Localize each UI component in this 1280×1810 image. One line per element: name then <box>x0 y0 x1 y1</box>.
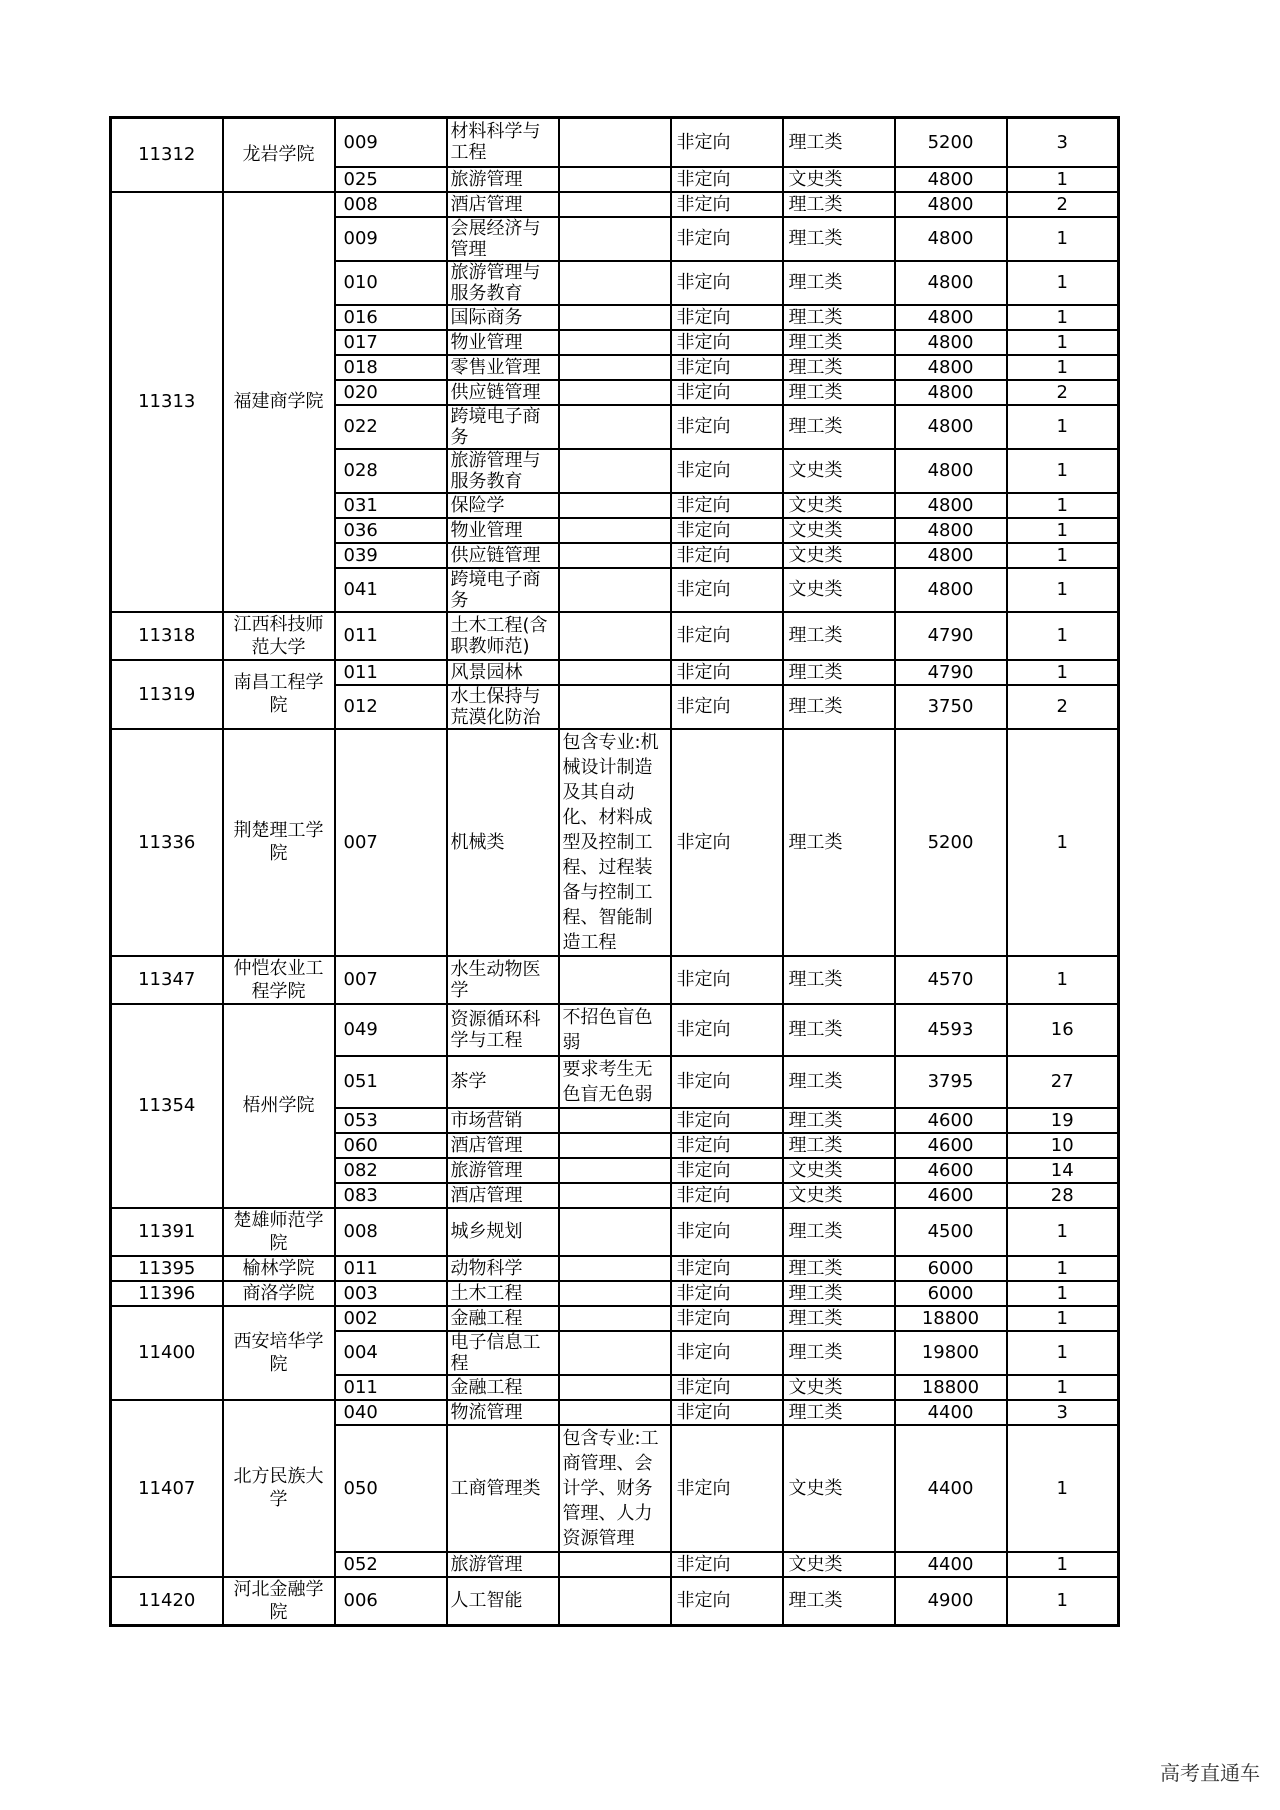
plan-count-cell: 10 <box>1007 1133 1119 1158</box>
major-name-cell: 资源循环科学与工程 <box>447 1004 559 1056</box>
fee-cell: 4800 <box>895 568 1007 612</box>
major-name-cell: 水土保持与荒漠化防治 <box>447 685 559 729</box>
category-cell: 文史类 <box>783 167 895 192</box>
fee-cell: 6000 <box>895 1256 1007 1281</box>
major-name-cell: 土木工程(含职教师范) <box>447 612 559 660</box>
major-code-cell: 031 <box>335 493 447 518</box>
major-name-cell: 旅游管理 <box>447 167 559 192</box>
table-row <box>111 1306 1119 1331</box>
major-name-cell: 金融工程 <box>447 1375 559 1400</box>
school-name-cell: 西安培华学院 <box>223 1306 335 1400</box>
note-cell <box>559 1256 671 1281</box>
major-code-cell: 036 <box>335 518 447 543</box>
enrollment-plan-table <box>109 116 1120 1627</box>
school-code-cell: 11395 <box>111 1256 223 1281</box>
plan-count-cell: 1 <box>1007 1281 1119 1306</box>
major-name-cell: 旅游管理 <box>447 1552 559 1577</box>
major-code-cell: 020 <box>335 380 447 405</box>
category-cell: 文史类 <box>783 518 895 543</box>
note-cell <box>559 217 671 261</box>
note-cell <box>559 1183 671 1208</box>
category-cell: 文史类 <box>783 449 895 493</box>
plan-count-cell: 3 <box>1007 118 1119 167</box>
direction-cell: 非定向 <box>671 493 783 518</box>
category-cell: 理工类 <box>783 1208 895 1256</box>
major-code-cell: 007 <box>335 956 447 1004</box>
plan-count-cell: 1 <box>1007 261 1119 305</box>
table-row <box>111 612 1119 660</box>
plan-count-cell: 28 <box>1007 1183 1119 1208</box>
fee-cell: 4800 <box>895 167 1007 192</box>
fee-cell: 4600 <box>895 1133 1007 1158</box>
major-code-cell: 053 <box>335 1108 447 1133</box>
note-cell <box>559 493 671 518</box>
fee-cell: 5200 <box>895 729 1007 956</box>
plan-count-cell: 19 <box>1007 1108 1119 1133</box>
school-name-cell: 楚雄师范学院 <box>223 1208 335 1256</box>
school-code-cell: 11313 <box>111 192 223 612</box>
fee-cell: 4400 <box>895 1400 1007 1425</box>
table-row <box>111 1577 1119 1626</box>
major-code-cell: 012 <box>335 685 447 729</box>
note-cell <box>559 1133 671 1158</box>
category-cell: 理工类 <box>783 660 895 685</box>
direction-cell: 非定向 <box>671 305 783 330</box>
school-code-cell: 11336 <box>111 729 223 956</box>
major-code-cell: 022 <box>335 405 447 449</box>
category-cell: 理工类 <box>783 192 895 217</box>
note-cell <box>559 1306 671 1331</box>
major-code-cell: 040 <box>335 1400 447 1425</box>
fee-cell: 4570 <box>895 956 1007 1004</box>
note-cell <box>559 355 671 380</box>
major-name-cell: 电子信息工程 <box>447 1331 559 1375</box>
note-cell <box>559 1281 671 1306</box>
category-cell: 理工类 <box>783 612 895 660</box>
major-name-cell: 物业管理 <box>447 518 559 543</box>
plan-count-cell: 1 <box>1007 956 1119 1004</box>
direction-cell: 非定向 <box>671 330 783 355</box>
major-code-cell: 028 <box>335 449 447 493</box>
plan-count-cell: 3 <box>1007 1400 1119 1425</box>
major-code-cell: 007 <box>335 729 447 956</box>
plan-count-cell: 1 <box>1007 1375 1119 1400</box>
fee-cell: 4800 <box>895 449 1007 493</box>
direction-cell: 非定向 <box>671 167 783 192</box>
plan-count-cell: 1 <box>1007 1552 1119 1577</box>
table-row <box>111 1400 1119 1425</box>
major-name-cell: 人工智能 <box>447 1577 559 1626</box>
note-cell <box>559 305 671 330</box>
direction-cell: 非定向 <box>671 612 783 660</box>
plan-count-cell: 1 <box>1007 1306 1119 1331</box>
table-row <box>111 729 1119 956</box>
plan-count-cell: 1 <box>1007 1256 1119 1281</box>
school-code-cell: 11318 <box>111 612 223 660</box>
category-cell: 理工类 <box>783 380 895 405</box>
plan-count-cell: 1 <box>1007 518 1119 543</box>
category-cell: 理工类 <box>783 330 895 355</box>
plan-count-cell: 1 <box>1007 217 1119 261</box>
note-cell <box>559 261 671 305</box>
category-cell: 理工类 <box>783 1577 895 1626</box>
category-cell: 理工类 <box>783 1331 895 1375</box>
direction-cell: 非定向 <box>671 1400 783 1425</box>
category-cell: 文史类 <box>783 568 895 612</box>
major-code-cell: 011 <box>335 612 447 660</box>
major-name-cell: 土木工程 <box>447 1281 559 1306</box>
fee-cell: 4800 <box>895 217 1007 261</box>
major-code-cell: 082 <box>335 1158 447 1183</box>
major-name-cell: 水生动物医学 <box>447 956 559 1004</box>
school-code-cell: 11319 <box>111 660 223 729</box>
major-name-cell: 保险学 <box>447 493 559 518</box>
school-name-cell: 龙岩学院 <box>223 118 335 192</box>
note-cell <box>559 192 671 217</box>
direction-cell: 非定向 <box>671 729 783 956</box>
plan-count-cell: 2 <box>1007 685 1119 729</box>
direction-cell: 非定向 <box>671 956 783 1004</box>
major-code-cell: 039 <box>335 543 447 568</box>
fee-cell: 4800 <box>895 192 1007 217</box>
plan-count-cell: 1 <box>1007 568 1119 612</box>
note-cell: 包含专业:工商管理、会计学、财务管理、人力资源管理 <box>559 1425 671 1552</box>
major-code-cell: 009 <box>335 217 447 261</box>
direction-cell: 非定向 <box>671 192 783 217</box>
fee-cell: 4800 <box>895 405 1007 449</box>
plan-count-cell: 1 <box>1007 355 1119 380</box>
major-code-cell: 003 <box>335 1281 447 1306</box>
note-cell <box>559 1552 671 1577</box>
major-code-cell: 016 <box>335 305 447 330</box>
school-name-cell: 榆林学院 <box>223 1256 335 1281</box>
plan-count-cell: 1 <box>1007 1208 1119 1256</box>
fee-cell: 4500 <box>895 1208 1007 1256</box>
major-code-cell: 006 <box>335 1577 447 1626</box>
plan-count-cell: 1 <box>1007 330 1119 355</box>
table-row <box>111 660 1119 685</box>
table-row <box>111 1208 1119 1256</box>
major-name-cell: 金融工程 <box>447 1306 559 1331</box>
major-name-cell: 跨境电子商务 <box>447 405 559 449</box>
category-cell: 理工类 <box>783 355 895 380</box>
school-name-cell: 江西科技师范大学 <box>223 612 335 660</box>
fee-cell: 4800 <box>895 380 1007 405</box>
major-code-cell: 008 <box>335 1208 447 1256</box>
table-row <box>111 956 1119 1004</box>
category-cell: 理工类 <box>783 305 895 330</box>
category-cell: 理工类 <box>783 1056 895 1108</box>
major-code-cell: 041 <box>335 568 447 612</box>
category-cell: 理工类 <box>783 217 895 261</box>
note-cell: 包含专业:机械设计制造及其自动化、材料成型及控制工程、过程装备与控制工程、智能制造工程 <box>559 729 671 956</box>
note-cell: 不招色盲色弱 <box>559 1004 671 1056</box>
note-cell <box>559 1400 671 1425</box>
table-row <box>111 1004 1119 1056</box>
school-code-cell: 11407 <box>111 1400 223 1577</box>
major-code-cell: 009 <box>335 118 447 167</box>
major-name-cell: 旅游管理 <box>447 1158 559 1183</box>
note-cell <box>559 568 671 612</box>
school-code-cell: 11354 <box>111 1004 223 1208</box>
category-cell: 文史类 <box>783 1552 895 1577</box>
direction-cell: 非定向 <box>671 1056 783 1108</box>
direction-cell: 非定向 <box>671 685 783 729</box>
direction-cell: 非定向 <box>671 660 783 685</box>
fee-cell: 4800 <box>895 355 1007 380</box>
major-name-cell: 酒店管理 <box>447 1183 559 1208</box>
note-cell <box>559 1577 671 1626</box>
direction-cell: 非定向 <box>671 405 783 449</box>
direction-cell: 非定向 <box>671 568 783 612</box>
fee-cell: 4400 <box>895 1425 1007 1552</box>
direction-cell: 非定向 <box>671 1133 783 1158</box>
category-cell: 文史类 <box>783 1375 895 1400</box>
school-name-cell: 商洛学院 <box>223 1281 335 1306</box>
direction-cell: 非定向 <box>671 1158 783 1183</box>
fee-cell: 18800 <box>895 1306 1007 1331</box>
plan-count-cell: 1 <box>1007 1331 1119 1375</box>
major-name-cell: 会展经济与管理 <box>447 217 559 261</box>
category-cell: 理工类 <box>783 118 895 167</box>
fee-cell: 4400 <box>895 1552 1007 1577</box>
watermark: 高考直通车 <box>1160 1761 1260 1785</box>
school-code-cell: 11391 <box>111 1208 223 1256</box>
direction-cell: 非定向 <box>671 1552 783 1577</box>
major-name-cell: 工商管理类 <box>447 1425 559 1552</box>
school-code-cell: 11312 <box>111 118 223 192</box>
major-name-cell: 市场营销 <box>447 1108 559 1133</box>
table-body <box>111 118 1119 1626</box>
major-name-cell: 机械类 <box>447 729 559 956</box>
major-name-cell: 旅游管理与服务教育 <box>447 261 559 305</box>
fee-cell: 18800 <box>895 1375 1007 1400</box>
plan-count-cell: 1 <box>1007 660 1119 685</box>
direction-cell: 非定向 <box>671 1256 783 1281</box>
fee-cell: 4900 <box>895 1577 1007 1626</box>
fee-cell: 4800 <box>895 330 1007 355</box>
major-name-cell: 物业管理 <box>447 330 559 355</box>
major-name-cell: 酒店管理 <box>447 1133 559 1158</box>
direction-cell: 非定向 <box>671 1425 783 1552</box>
category-cell: 理工类 <box>783 1133 895 1158</box>
school-code-cell: 11396 <box>111 1281 223 1306</box>
school-name-cell: 北方民族大学 <box>223 1400 335 1577</box>
fee-cell: 6000 <box>895 1281 1007 1306</box>
direction-cell: 非定向 <box>671 1208 783 1256</box>
direction-cell: 非定向 <box>671 543 783 568</box>
plan-count-cell: 1 <box>1007 305 1119 330</box>
fee-cell: 4600 <box>895 1108 1007 1133</box>
category-cell: 理工类 <box>783 729 895 956</box>
category-cell: 文史类 <box>783 543 895 568</box>
direction-cell: 非定向 <box>671 518 783 543</box>
category-cell: 理工类 <box>783 1256 895 1281</box>
note-cell <box>559 518 671 543</box>
major-name-cell: 旅游管理与服务教育 <box>447 449 559 493</box>
major-name-cell: 动物科学 <box>447 1256 559 1281</box>
category-cell: 文史类 <box>783 493 895 518</box>
direction-cell: 非定向 <box>671 1281 783 1306</box>
plan-count-cell: 1 <box>1007 612 1119 660</box>
major-code-cell: 050 <box>335 1425 447 1552</box>
direction-cell: 非定向 <box>671 1108 783 1133</box>
note-cell <box>559 380 671 405</box>
category-cell: 理工类 <box>783 956 895 1004</box>
plan-count-cell: 2 <box>1007 192 1119 217</box>
school-name-cell: 河北金融学院 <box>223 1577 335 1626</box>
fee-cell: 4790 <box>895 660 1007 685</box>
fee-cell: 3795 <box>895 1056 1007 1108</box>
fee-cell: 19800 <box>895 1331 1007 1375</box>
major-code-cell: 010 <box>335 261 447 305</box>
school-name-cell: 福建商学院 <box>223 192 335 612</box>
major-code-cell: 060 <box>335 1133 447 1158</box>
major-code-cell: 004 <box>335 1331 447 1375</box>
fee-cell: 4800 <box>895 543 1007 568</box>
plan-count-cell: 1 <box>1007 543 1119 568</box>
fee-cell: 3750 <box>895 685 1007 729</box>
fee-cell: 4790 <box>895 612 1007 660</box>
major-code-cell: 025 <box>335 167 447 192</box>
note-cell <box>559 330 671 355</box>
category-cell: 理工类 <box>783 1306 895 1331</box>
major-name-cell: 供应链管理 <box>447 543 559 568</box>
plan-count-cell: 1 <box>1007 493 1119 518</box>
direction-cell: 非定向 <box>671 118 783 167</box>
school-code-cell: 11400 <box>111 1306 223 1400</box>
plan-count-cell: 1 <box>1007 729 1119 956</box>
major-code-cell: 083 <box>335 1183 447 1208</box>
note-cell <box>559 449 671 493</box>
plan-count-cell: 1 <box>1007 449 1119 493</box>
note-cell <box>559 1108 671 1133</box>
school-name-cell: 仲恺农业工程学院 <box>223 956 335 1004</box>
fee-cell: 4600 <box>895 1158 1007 1183</box>
major-code-cell: 051 <box>335 1056 447 1108</box>
note-cell <box>559 685 671 729</box>
table-row <box>111 1281 1119 1306</box>
school-name-cell: 南昌工程学院 <box>223 660 335 729</box>
major-code-cell: 052 <box>335 1552 447 1577</box>
school-code-cell: 11420 <box>111 1577 223 1626</box>
major-name-cell: 茶学 <box>447 1056 559 1108</box>
major-code-cell: 018 <box>335 355 447 380</box>
plan-count-cell: 1 <box>1007 405 1119 449</box>
category-cell: 理工类 <box>783 261 895 305</box>
direction-cell: 非定向 <box>671 449 783 493</box>
fee-cell: 4600 <box>895 1183 1007 1208</box>
major-name-cell: 风景园林 <box>447 660 559 685</box>
category-cell: 文史类 <box>783 1158 895 1183</box>
major-name-cell: 酒店管理 <box>447 192 559 217</box>
fee-cell: 4800 <box>895 261 1007 305</box>
plan-count-cell: 14 <box>1007 1158 1119 1183</box>
major-name-cell: 零售业管理 <box>447 355 559 380</box>
note-cell <box>559 543 671 568</box>
note-cell <box>559 1208 671 1256</box>
category-cell: 理工类 <box>783 685 895 729</box>
school-code-cell: 11347 <box>111 956 223 1004</box>
fee-cell: 4800 <box>895 518 1007 543</box>
direction-cell: 非定向 <box>671 1577 783 1626</box>
direction-cell: 非定向 <box>671 1183 783 1208</box>
category-cell: 文史类 <box>783 1425 895 1552</box>
plan-count-cell: 1 <box>1007 1425 1119 1552</box>
major-code-cell: 008 <box>335 192 447 217</box>
note-cell: 要求考生无色盲无色弱 <box>559 1056 671 1108</box>
plan-count-cell: 27 <box>1007 1056 1119 1108</box>
category-cell: 理工类 <box>783 1108 895 1133</box>
major-code-cell: 011 <box>335 1256 447 1281</box>
fee-cell: 4800 <box>895 493 1007 518</box>
direction-cell: 非定向 <box>671 355 783 380</box>
major-name-cell: 供应链管理 <box>447 380 559 405</box>
note-cell <box>559 612 671 660</box>
table-row <box>111 192 1119 217</box>
plan-count-cell: 16 <box>1007 1004 1119 1056</box>
direction-cell: 非定向 <box>671 380 783 405</box>
note-cell <box>559 1158 671 1183</box>
major-code-cell: 011 <box>335 1375 447 1400</box>
fee-cell: 4593 <box>895 1004 1007 1056</box>
fee-cell: 5200 <box>895 118 1007 167</box>
category-cell: 理工类 <box>783 1004 895 1056</box>
major-code-cell: 002 <box>335 1306 447 1331</box>
major-name-cell: 跨境电子商务 <box>447 568 559 612</box>
direction-cell: 非定向 <box>671 1004 783 1056</box>
major-name-cell: 国际商务 <box>447 305 559 330</box>
note-cell <box>559 956 671 1004</box>
category-cell: 文史类 <box>783 1183 895 1208</box>
table-row <box>111 1256 1119 1281</box>
category-cell: 理工类 <box>783 405 895 449</box>
plan-count-cell: 1 <box>1007 167 1119 192</box>
category-cell: 理工类 <box>783 1281 895 1306</box>
category-cell: 理工类 <box>783 1400 895 1425</box>
major-code-cell: 049 <box>335 1004 447 1056</box>
direction-cell: 非定向 <box>671 1331 783 1375</box>
note-cell <box>559 405 671 449</box>
table-row <box>111 118 1119 167</box>
major-name-cell: 物流管理 <box>447 1400 559 1425</box>
major-code-cell: 011 <box>335 660 447 685</box>
direction-cell: 非定向 <box>671 1306 783 1331</box>
direction-cell: 非定向 <box>671 217 783 261</box>
note-cell <box>559 1375 671 1400</box>
note-cell <box>559 1331 671 1375</box>
note-cell <box>559 118 671 167</box>
major-code-cell: 017 <box>335 330 447 355</box>
school-name-cell: 梧州学院 <box>223 1004 335 1208</box>
direction-cell: 非定向 <box>671 1375 783 1400</box>
school-name-cell: 荆楚理工学院 <box>223 729 335 956</box>
major-name-cell: 材料科学与工程 <box>447 118 559 167</box>
direction-cell: 非定向 <box>671 261 783 305</box>
major-name-cell: 城乡规划 <box>447 1208 559 1256</box>
note-cell <box>559 167 671 192</box>
note-cell <box>559 660 671 685</box>
fee-cell: 4800 <box>895 305 1007 330</box>
plan-count-cell: 2 <box>1007 380 1119 405</box>
plan-count-cell: 1 <box>1007 1577 1119 1626</box>
